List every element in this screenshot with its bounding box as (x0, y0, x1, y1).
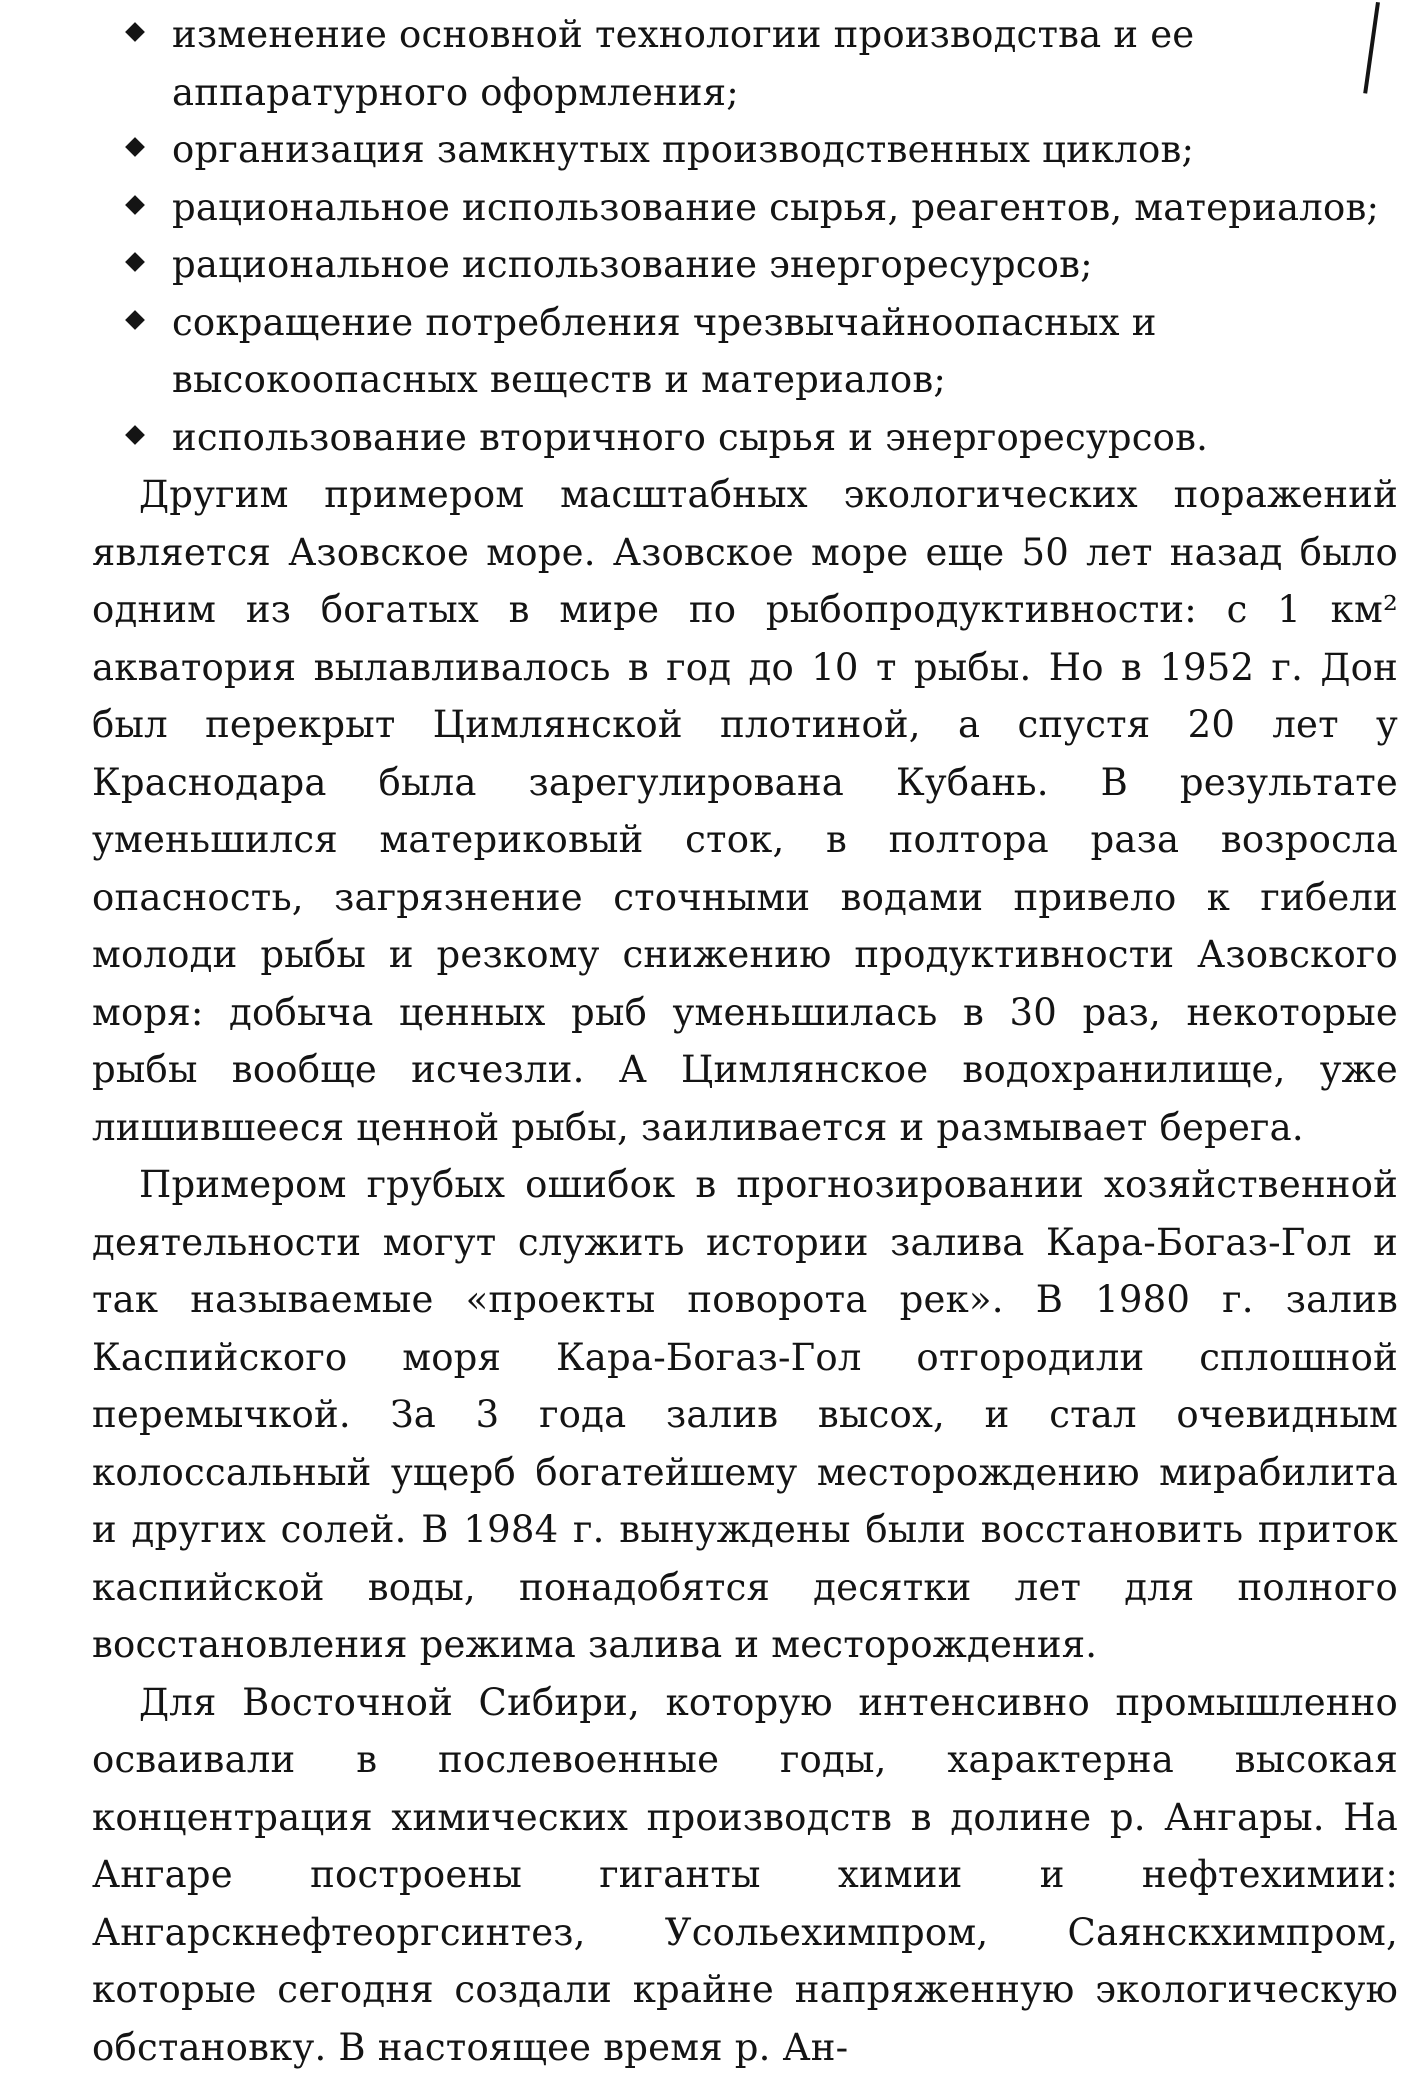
diamond-bullet-icon (125, 22, 145, 42)
bullet-item (92, 179, 1398, 237)
paragraph-azov-sea: Другим примером масштабных экологических поражений является Азовское море. Азовское море еще 50 лет назад было одним из богатых в мире по рыбопродуктивности: с 1 км² акватория вылавливалось в год до 10 т рыбы. Но в 1952 г. Дон был перекрыт Цимлянской плотиной, а спустя 20 лет у Краснодара была зарегулирована Кубань. В результате уменьшился материковый сток, в полтора раза возросла опасность, загрязнение сточными водами привело к гибели молоди рыбы и резкому снижению продуктивности Азовского моря: добыча ценных рыб уменьшилась в 30 раз, некоторые рыбы вообще исчезли. А Цимлянское водохранилище, уже лишившееся ценной рыбы, заиливается и размывает берега. (92, 466, 1398, 1156)
paragraph-east-siberia: Для Восточной Сибири, которую интенсивно промышленно осваивали в послевоенные годы, характерна высокая концентрация химических производств в долине р. Ангары. На Ангаре построены гиганты химии и нефтехимии: Ангарскнефтеоргсинтез, Усольехимпром, Саянскхимпром, которые сегодня создали крайне напряженную экологическую обстановку. В настоящее время р. Ан- (92, 1674, 1398, 2076)
paragraph-kara-bogaz-gol: Примером грубых ошибок в прогнозировании хозяйственной деятельности могут служить истории залива Кара-Богаз-Гол и так называемые «проекты поворота рек». В 1980 г. залив Каспийского моря Кара-Богаз-Гол отгородили сплошной перемычкой. За 3 года залив высох, и стал очевидным колоссальный ущерб богатейшему месторождению мирабилита и других солей. В 1984 г. вынуждены были восстановить приток каспийской воды, понадобятся десятки лет для полного восстановления режима залива и месторождения. (92, 1156, 1398, 1674)
bullet-item (92, 121, 1398, 179)
page-text (92, 6, 1398, 2076)
bullet-list (92, 6, 1398, 466)
bullet-text: использование вторичного сырья и энергоресурсов. (172, 416, 1208, 459)
bullet-item (92, 409, 1398, 467)
bullet-text: изменение основной технологии производства и ее аппаратурного оформления; (172, 13, 1194, 114)
diamond-bullet-icon (125, 195, 145, 215)
diamond-bullet-icon (125, 252, 145, 272)
bullet-text: сокращение потребления чрезвычайноопасных и высокоопасных веществ и материалов; (172, 301, 1157, 402)
diamond-bullet-icon (125, 137, 145, 157)
bullet-text: рациональное использование сырья, реагентов, материалов; (172, 186, 1379, 229)
diamond-bullet-icon (125, 425, 145, 445)
bullet-item (92, 294, 1398, 409)
diamond-bullet-icon (125, 310, 145, 330)
bullet-text: организация замкнутых производственных циклов; (172, 128, 1194, 171)
bullet-text: рациональное использование энергоресурсов; (172, 243, 1093, 286)
bullet-item (92, 236, 1398, 294)
bullet-item (92, 6, 1398, 121)
